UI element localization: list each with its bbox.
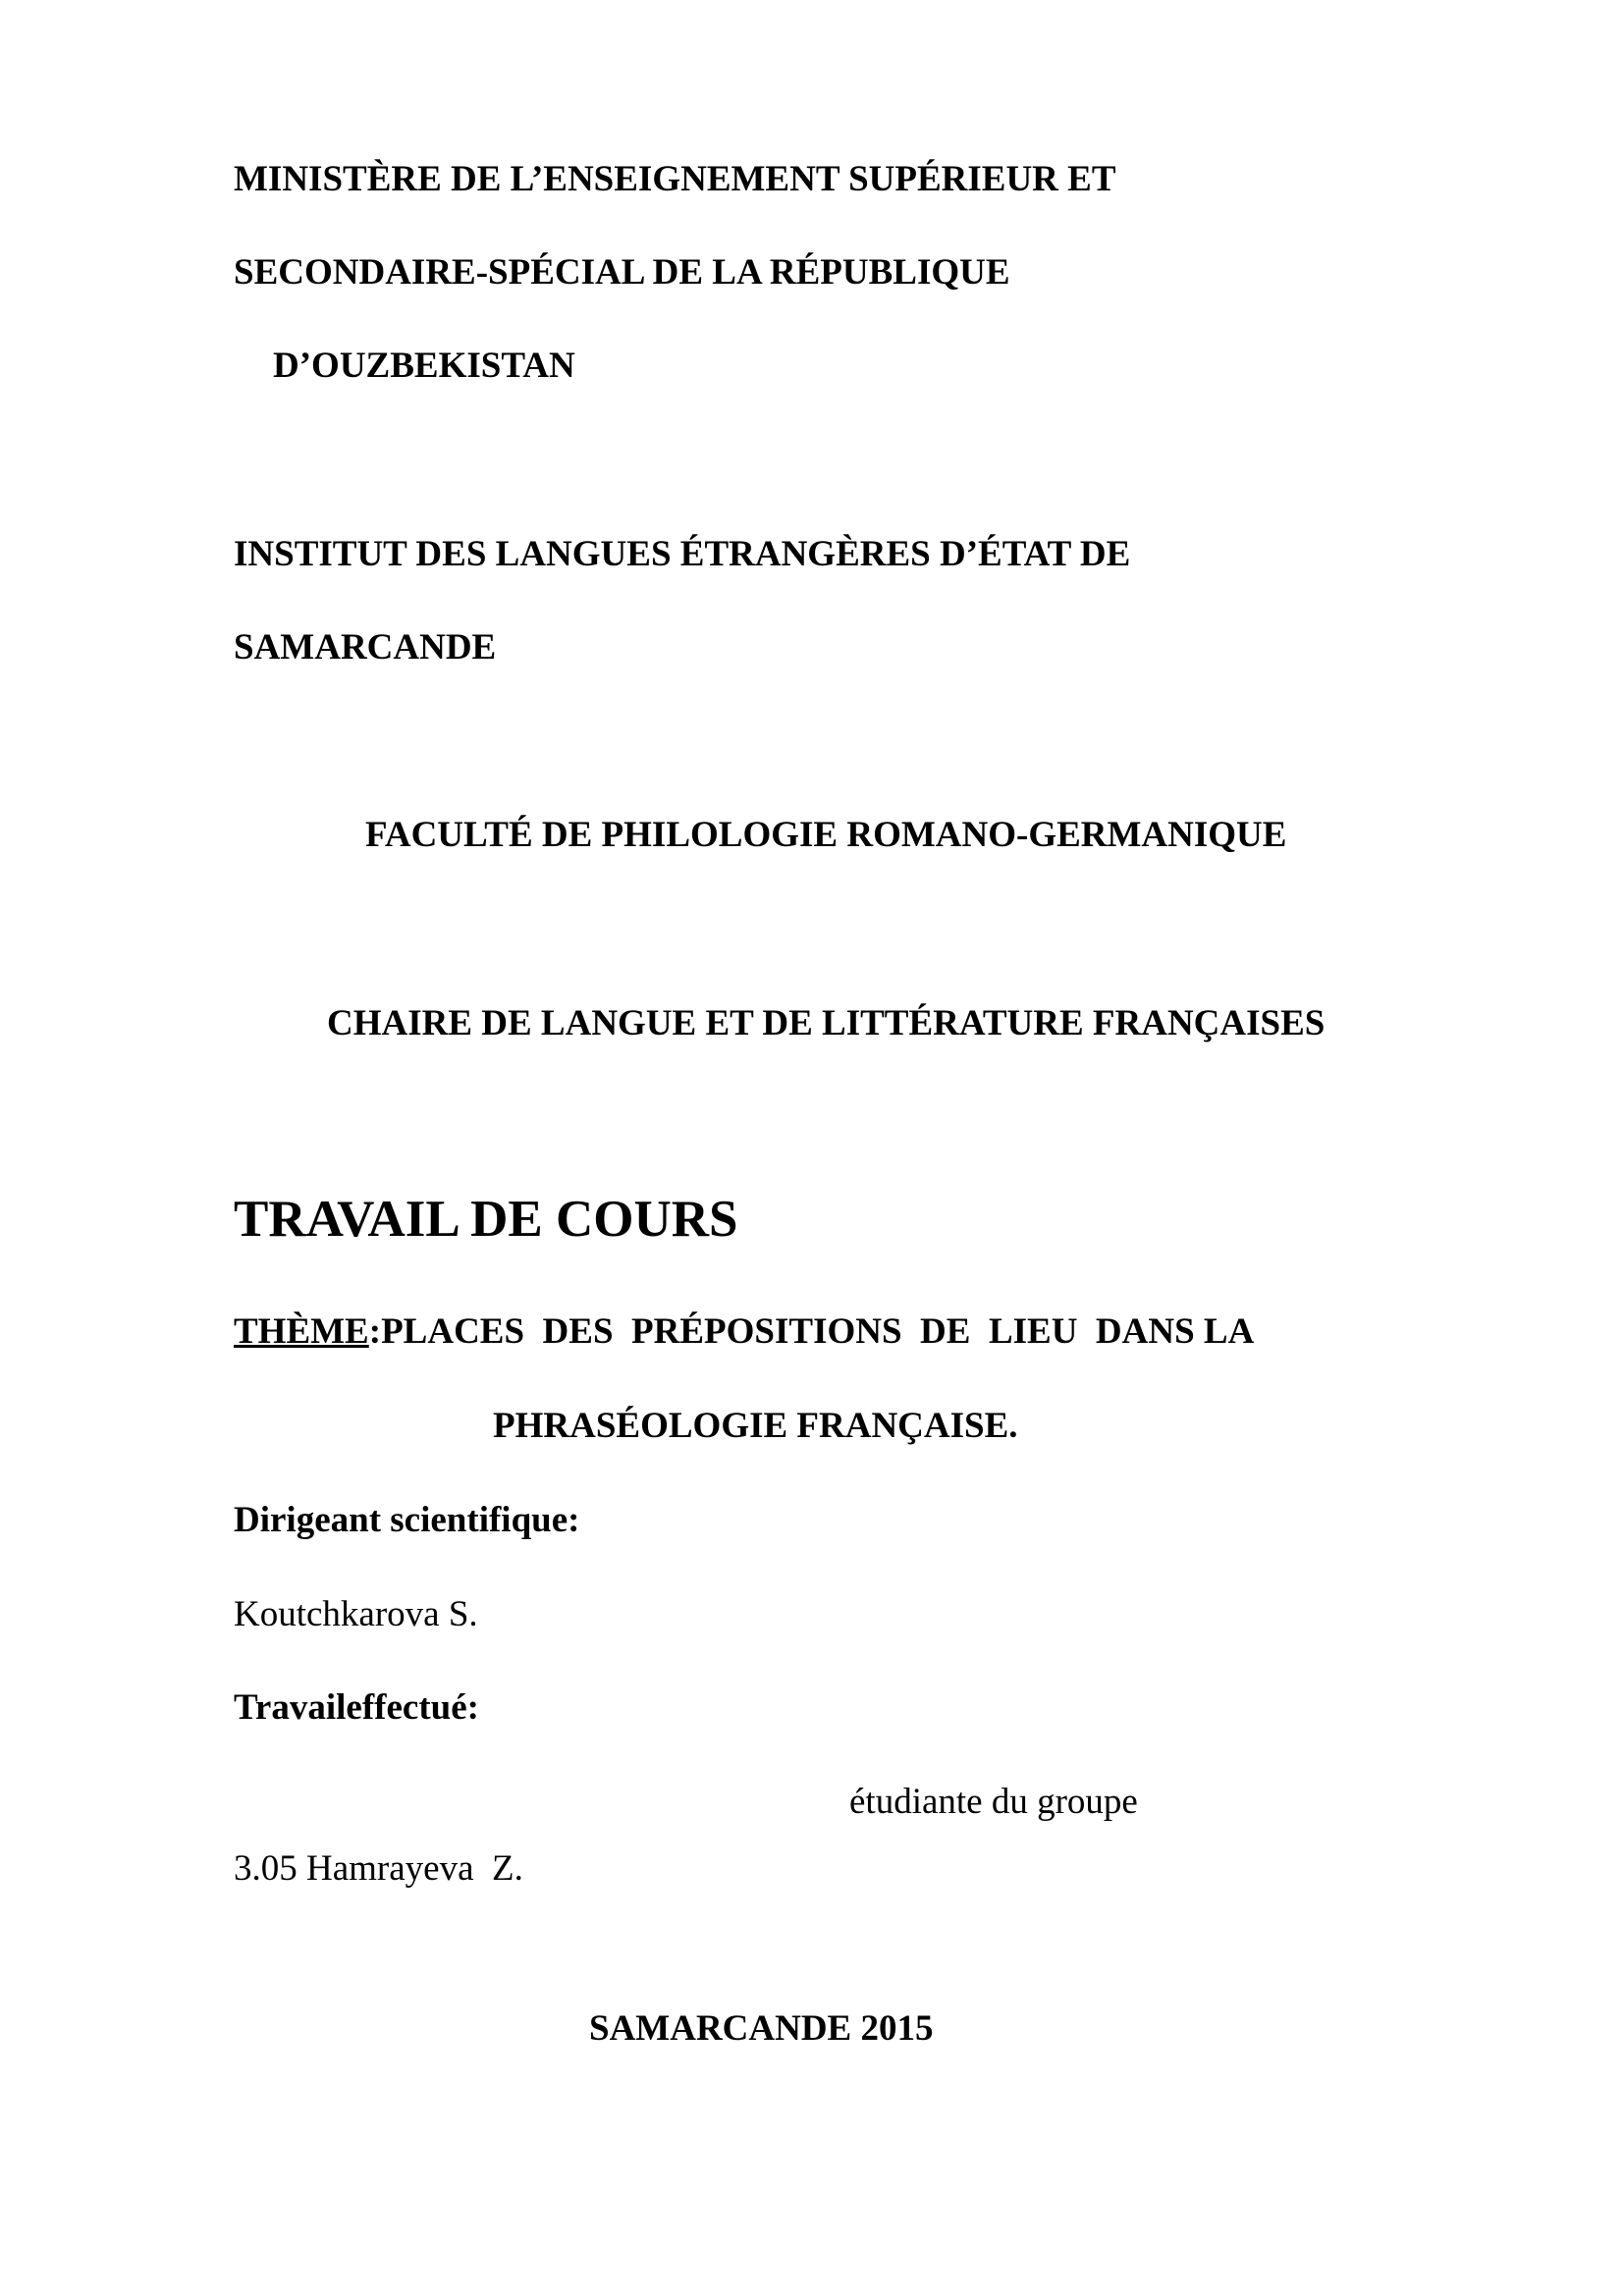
author-group-name: 3.05 Hamrayeva Z.: [234, 1848, 523, 1889]
chair-heading: CHAIRE DE LANGUE ET DE LITTÉRATURE FRANÇAISES: [327, 1003, 1326, 1043]
author-label: Travaileffectué:: [234, 1687, 479, 1728]
document-title: TRAVAIL DE COURS: [234, 1191, 738, 1248]
ministry-line-1: MINISTÈRE DE L’ENSEIGNEMENT SUPÉRIEUR ET: [234, 159, 1116, 199]
footer-city-year: SAMARCANDE 2015: [589, 2008, 934, 2049]
supervisor-label: Dirigeant scientifique:: [234, 1500, 580, 1540]
ministry-line-2: SECONDAIRE-SPÉCIAL DE LA RÉPUBLIQUE: [234, 252, 1010, 293]
institute-line-1: INSTITUT DES LANGUES ÉTRANGÈRES D’ÉTAT DE: [234, 534, 1131, 574]
supervisor-name: Koutchkarova S.: [234, 1594, 478, 1634]
author-role: étudiante du groupe: [849, 1782, 1138, 1822]
theme-line-2: PHRASÉOLOGIE FRANÇAISE.: [493, 1406, 1018, 1446]
theme-line-1: [234, 1313, 1254, 1350]
theme-separator: :: [368, 1311, 382, 1352]
institute-line-2: SAMARCANDE: [234, 627, 497, 667]
faculty-heading: FACULTÉ DE PHILOLOGIE ROMANO-GERMANIQUE: [365, 815, 1287, 855]
theme-text-line-1: PLACES DES PRÉPOSITIONS DE LIEU DANS LA: [381, 1311, 1255, 1352]
ministry-line-3: D’OUZBEKISTAN: [273, 346, 575, 386]
theme-label: THÈME: [234, 1311, 369, 1352]
